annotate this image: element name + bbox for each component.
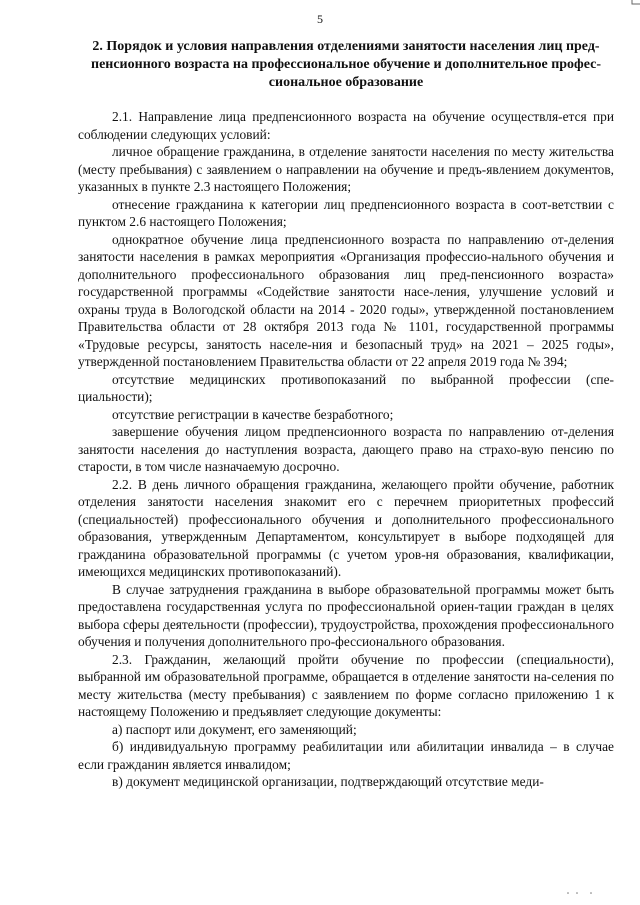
section-title: 2. Порядок и условия направления отделениями занятости населения лиц пред-пенсионного возраста на профессиональное обучение и дополнительное профес-сиональное образование xyxy=(91,39,601,90)
scan-footer-mark xyxy=(565,890,595,896)
page-number: 5 xyxy=(317,12,323,26)
document-item-c: в) документ медицинской организации, подтверждающий отсутствие меди- xyxy=(112,774,544,789)
document-body xyxy=(78,108,614,791)
condition-single-training: однократное обучение лица предпенсионного возраста по направлению от-деления занятости населения в рамках мероприятия «Организация профессио-нального обучения и дополнительного профессионального образования лиц пред-пенсионного возраста» государственной программы «Содействие занятости насе-ления, улучшение условий и охраны труда в Вологодской области на 2014 - 2020 годы», утвержденной постановлением Правительства области от 28 октября 2013 года № 1101, государственной программы «Трудовые ресурсы, занятость населе-ния и безопасный труд» на 2021 – 2025 годы», утвержденной постановлением Правительства области от 22 апреля 2019 года № 394; xyxy=(78,231,614,369)
document-item-a: а) паспорт или документ, его заменяющий; xyxy=(112,721,357,737)
paragraph-2-1: 2.1. Направление лица предпенсионного возраста на обучение осуществля-ется при соблюдении следующих условий: xyxy=(78,109,614,142)
condition-preretirement-category: отнесение гражданина к категории лиц предпенсионного возраста в соот-ветствии с пунктом 2.6 настоящего Положения; xyxy=(78,196,614,229)
document-item-b: б) индивидуальную программу реабилитации или абилитации инвалида – в случае если гражданин является инвалидом; xyxy=(78,739,614,772)
condition-completion-before-pension: завершение обучения лицом предпенсионного возраста по направлению от-деления занятости населения до наступления возраста, дающего право на страхо-вую пенсию по старости, в том числе назначаемую досрочно. xyxy=(78,424,614,474)
paragraph-career-guidance: В случае затруднения гражданина в выборе образовательной программы может быть предоставлена государственная услуга по профессиональной ориен-тации граждан в целях выбора сферы деятельности (профессии), трудоустройства, прохождения профессионального обучения и получения дополнительного про-фессионального образования. xyxy=(78,581,614,649)
scan-corner-mark xyxy=(630,0,640,10)
condition-personal-appeal: личное обращение гражданина, в отделение занятости населения по месту жительства (месту пребывания) с заявлением о направлении на обучение и предъ-явлением документов, указанных в пункте 2.3 настоящего Положения; xyxy=(78,144,614,194)
paragraph-2-3: 2.3. Гражданин, желающий пройти обучение по профессии (специальности), выбранной им образовательной программе, обращается в отделение занятости на-селения по месту жительства (месту пребывания) с заявлением по форме согласно приложению 1 к настоящему Положению и предъявляет следующие документы: xyxy=(78,651,614,719)
paragraph-2-2: 2.2. В день личного обращения гражданина, желающего пройти обучение, работник отделения занятости населения знакомит его с перечнем приоритетных профессий (специальностей) профессионального обучения и дополнительного профессионального образования, утвержденным Департаментом, консультирует в выборе подходящей для гражданина образовательной программы (с учетом уров-ня образования, квалификации, имеющихся медицинских противопоказаний). xyxy=(78,476,614,579)
condition-not-registered-unemployed: отсутствие регистрации в качестве безработного; xyxy=(112,406,394,422)
condition-no-contraindications: отсутствие медицинских противопоказаний по выбранной профессии (спе-циальности); xyxy=(78,371,614,404)
